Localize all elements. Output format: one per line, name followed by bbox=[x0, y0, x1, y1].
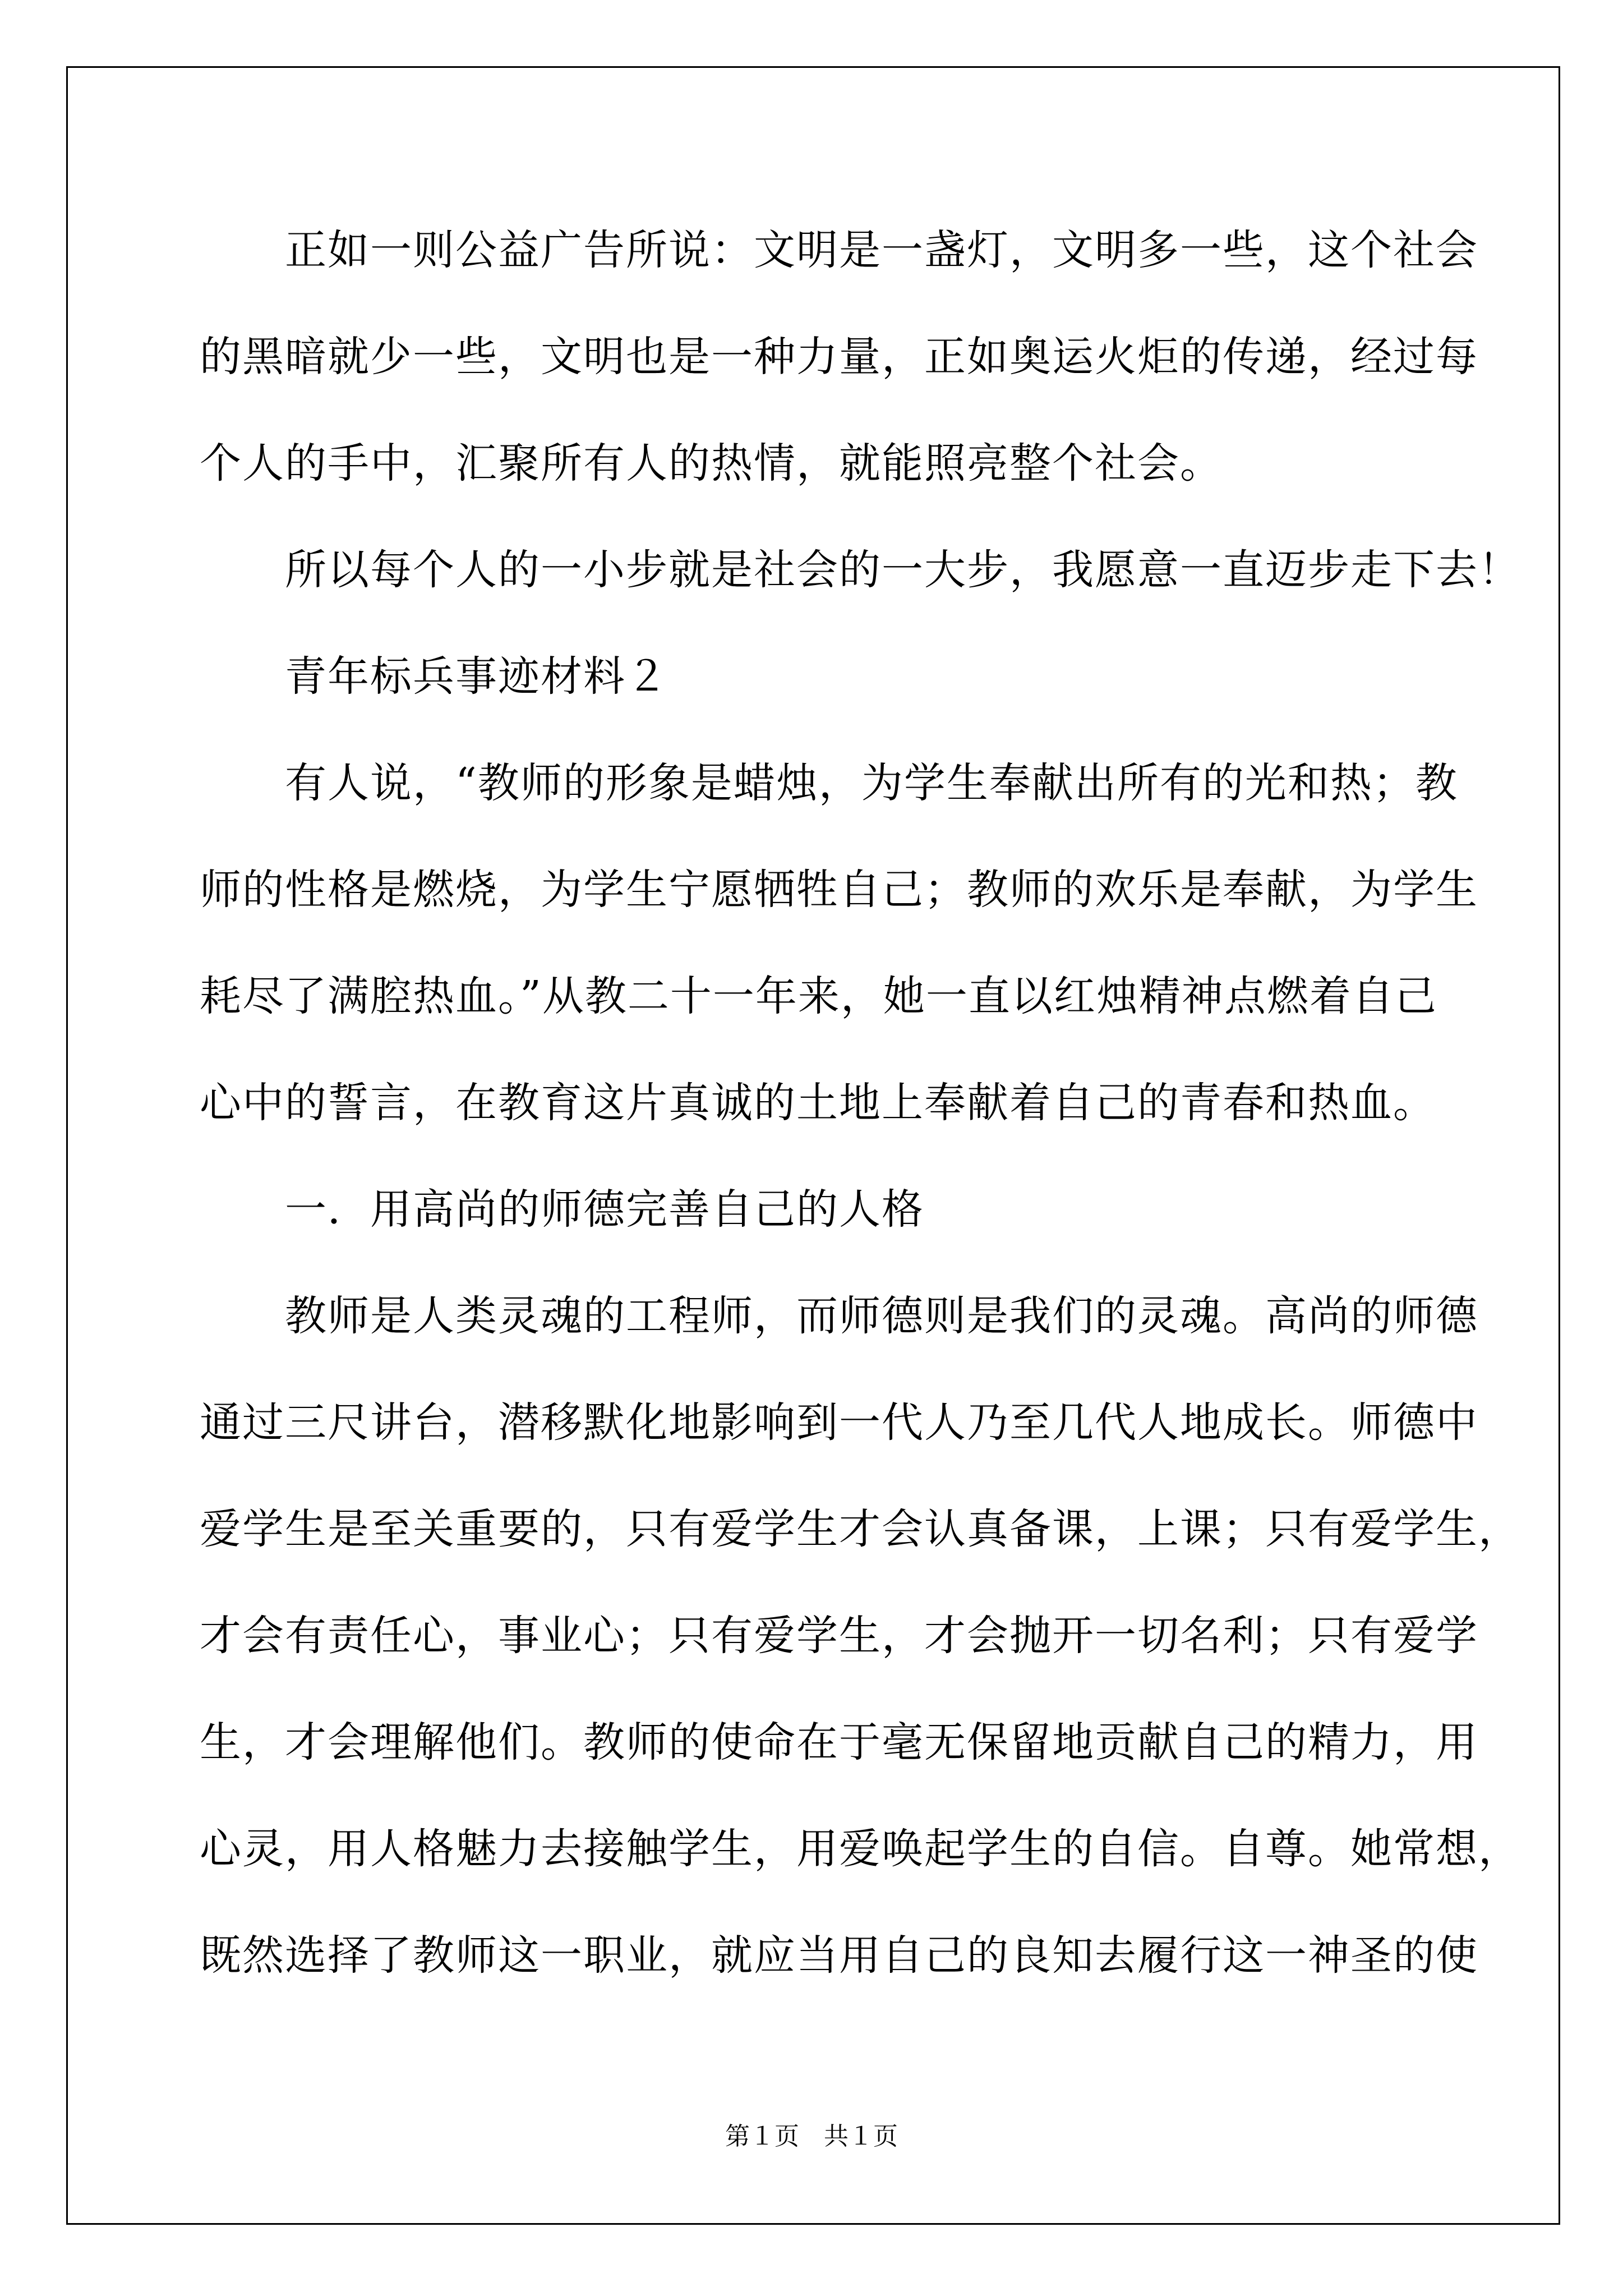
text-line: 所以每个人的一小步就是社会的一大步，我愿意一直迈步走下去！ bbox=[200, 546, 1521, 594]
page-border bbox=[66, 66, 1560, 2225]
text-line: 的黑暗就少一些，文明也是一种力量，正如奥运火炬的传递，经过每 bbox=[200, 333, 1478, 381]
text-line: 才会有责任心，事业心；只有爱学生，才会抛开一切名利；只有爱学 bbox=[200, 1612, 1478, 1660]
text-line: 通过三尺讲台，潜移默化地影响到一代人乃至几代人地成长。师德中 bbox=[200, 1398, 1478, 1447]
section-heading: 一．用高尚的师德完善自己的人格 bbox=[200, 1185, 924, 1234]
text-line: 正如一则公益广告所说：文明是一盏灯，文明多一些，这个社会 bbox=[200, 226, 1478, 274]
text-line: 生，才会理解他们。教师的使命在于毫无保留地贡献自己的精力，用 bbox=[200, 1718, 1478, 1766]
text-line: 个人的手中，汇聚所有人的热情，就能照亮整个社会。 bbox=[200, 439, 1223, 487]
text-line: 心中的誓言，在教育这片真诚的土地上奉献着自己的青春和热血。 bbox=[200, 1079, 1436, 1127]
text-line: 心灵，用人格魅力去接触学生，用爱唤起学生的自信。自尊。她常想， bbox=[200, 1825, 1521, 1873]
text-line: 教师是人类灵魂的工程师，而师德则是我们的灵魂。高尚的师德 bbox=[200, 1292, 1478, 1340]
text-line: 爱学生是至关重要的，只有爱学生才会认真备课，上课；只有爱学生， bbox=[200, 1505, 1521, 1553]
text-line: 有人说，“教师的形象是蜡烛，为学生奉献出所有的光和热；教 bbox=[200, 759, 1458, 807]
section-heading: 青年标兵事迹材料２ bbox=[200, 652, 668, 701]
page-number-footer: 第１页 共１页 bbox=[725, 2122, 898, 2151]
text-line: 耗尽了满腔热血。”从教二十一年来，她一直以红烛精神点燃着自己 bbox=[200, 972, 1437, 1020]
text-line: 师的性格是燃烧，为学生宁愿牺牲自己；教师的欢乐是奉献，为学生 bbox=[200, 866, 1478, 914]
text-line: 既然选择了教师这一职业，就应当用自己的良知去履行这一神圣的使 bbox=[200, 1931, 1478, 1980]
